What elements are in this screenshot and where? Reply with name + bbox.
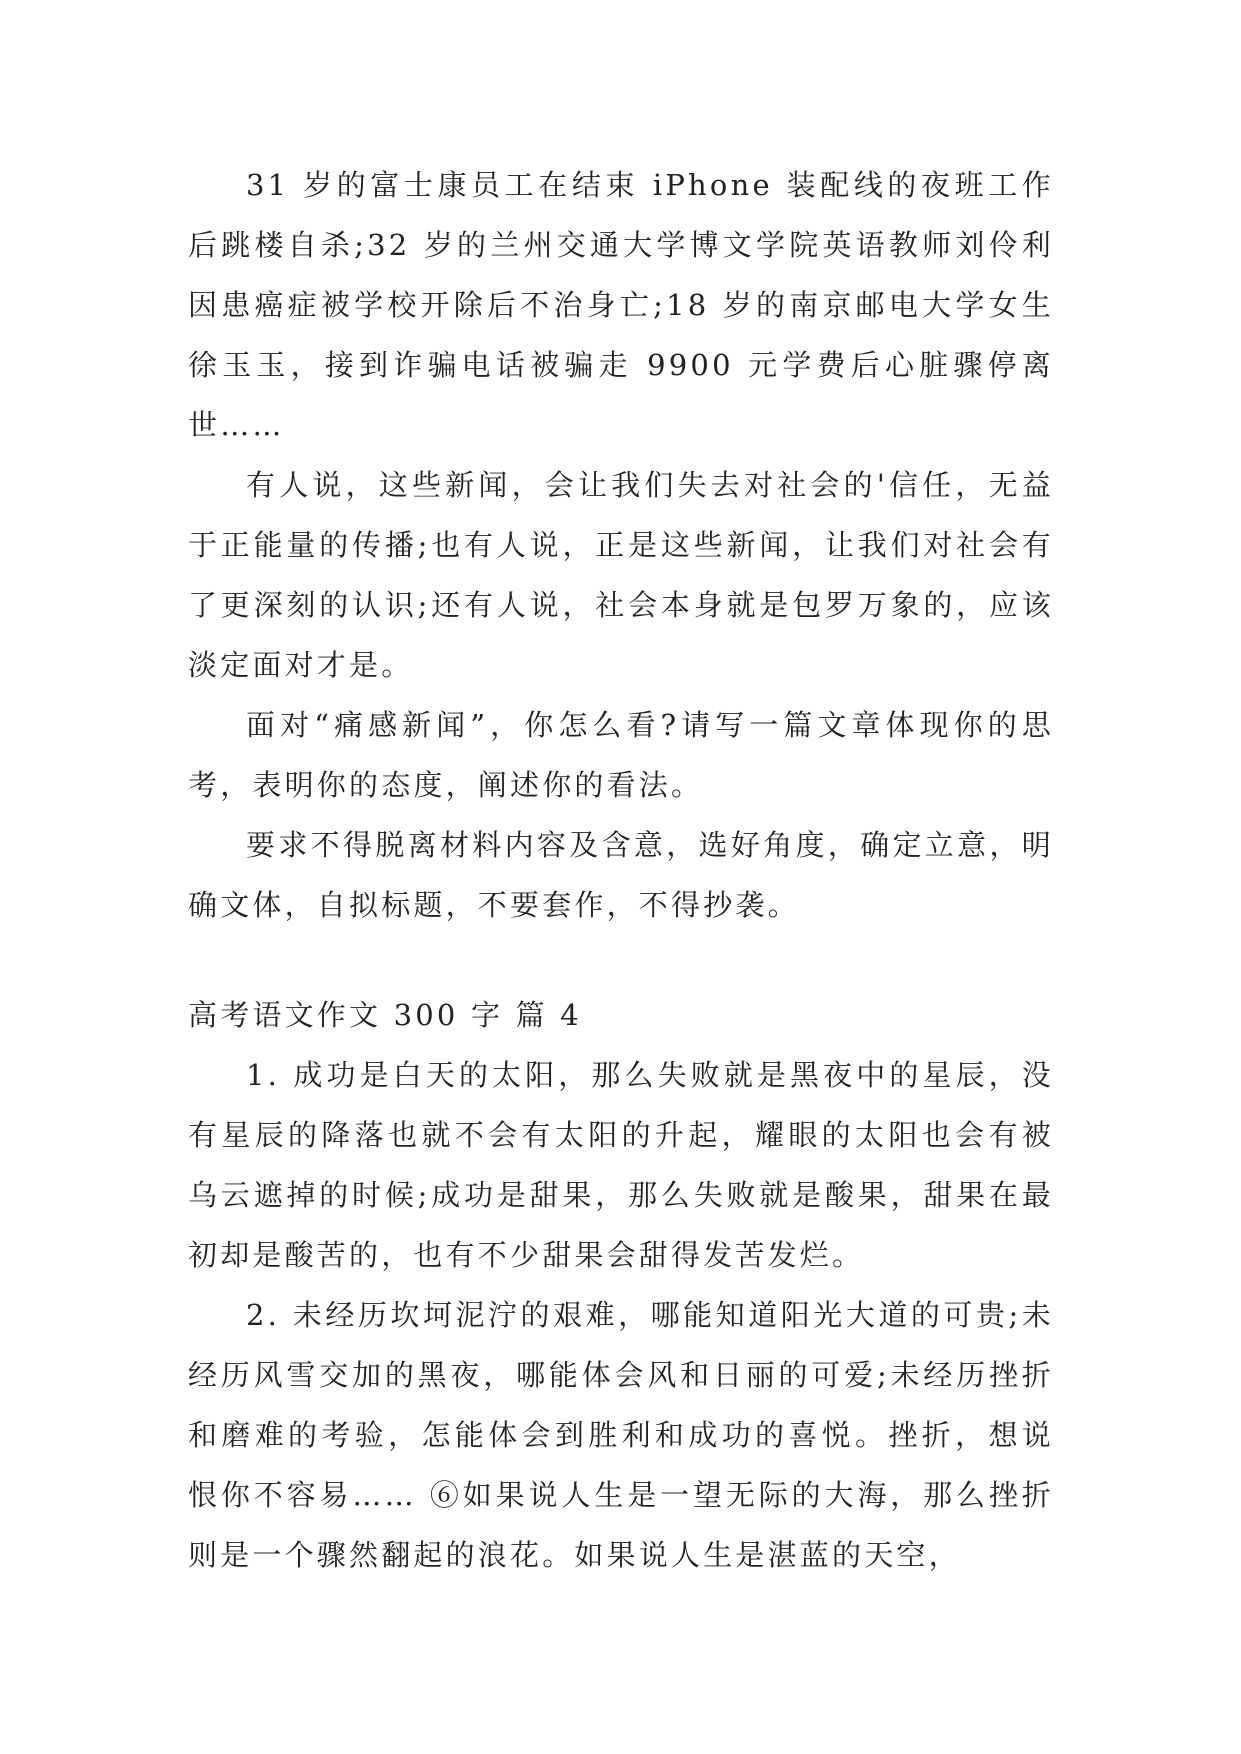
document-page bbox=[188, 155, 1054, 1585]
paragraph-opinions: 有人说，这些新闻，会让我们失去对社会的'信任，无益于正能量的传播;也有人说，正是这些新闻，让我们对社会有了更深刻的认识;还有人说，社会本身就是包罗万象的，应该淡定面对才是。 bbox=[188, 468, 1054, 682]
paragraph-news-cases: 31 岁的富士康员工在结束 iPhone 装配线的夜班工作后跳楼自杀;32 岁的兰州交通大学博文学院英语教师刘伶利因患癌症被学校开除后不治身亡;18 岁的南京邮电大学女生徐玉玉，接到诈骗电话被骗走 9900 元学费后心脏骤停离世…… bbox=[188, 168, 1054, 442]
paragraph-prompt-question: 面对“痛感新闻”，你怎么看?请写一篇文章体现你的思考，表明你的态度，阐述你的看法。 bbox=[188, 708, 1054, 802]
paragraph-requirements: 要求不得脱离材料内容及含意，选好角度，确定立意，明确文体，自拟标题，不要套作，不得抄袭。 bbox=[188, 828, 1054, 922]
section-heading: 高考语文作文 300 字 篇 4 bbox=[188, 998, 582, 1032]
paragraph-point-1: 1. 成功是白天的太阳，那么失败就是黑夜中的星辰，没有星辰的降落也就不会有太阳的升起，耀眼的太阳也会有被乌云遮掉的时候;成功是甜果，那么失败就是酸果，甜果在最初却是酸苦的，也有不少甜果会甜得发苦发烂。 bbox=[188, 1058, 1054, 1272]
paragraph-point-2: 2. 未经历坎坷泥泞的艰难，哪能知道阳光大道的可贵;未经历风雪交加的黑夜，哪能体会风和日丽的可爱;未经历挫折和磨难的考验，怎能体会到胜利和成功的喜悦。挫折，想说恨你不容易…… ⑥如果说人生是一望无际的大海，那么挫折则是一个骤然翻起的浪花。如果说人生是湛蓝的天空， bbox=[188, 1298, 1054, 1572]
